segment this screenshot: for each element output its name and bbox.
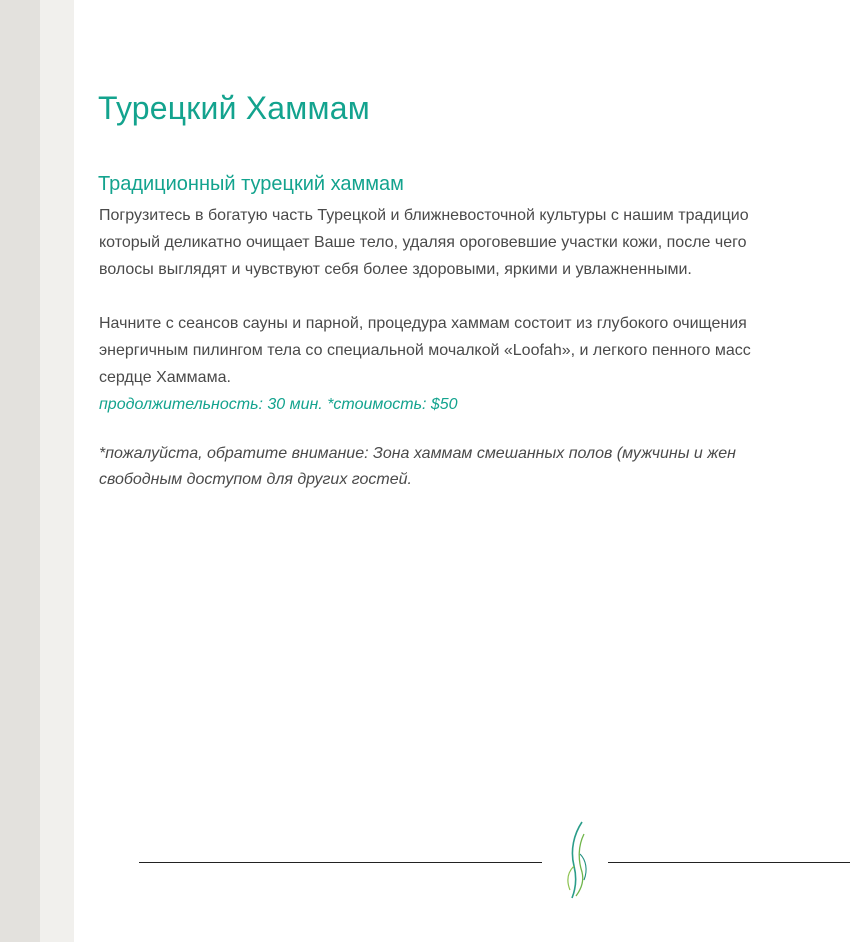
page-edge-strip-inner xyxy=(40,0,74,942)
paragraph2-line: энергичным пилингом тела со специальной мочалкой «Loofah», и легкого пенного масс xyxy=(99,342,751,359)
note-line: свободным доступом для других гостей. xyxy=(99,471,412,488)
footer-rule-left xyxy=(139,862,542,863)
page-title: Турецкий Хаммам xyxy=(98,90,370,126)
footer-rule-right xyxy=(608,862,850,863)
paragraph2-line: Начните с сеансов сауны и парной, процедура хаммам состоит из глубокого очищения xyxy=(99,315,747,332)
leaf-logo-icon xyxy=(560,820,596,900)
paragraph2-line: сердце Хаммама. xyxy=(99,369,231,386)
paragraph1-line: Погрузитесь в богатую часть Турецкой и ближневосточной культуры с нашим традицио xyxy=(99,207,749,224)
section-heading: Традиционный турецкий хаммам xyxy=(98,173,404,195)
document-page xyxy=(98,0,850,942)
paragraph1-line: волосы выглядят и чувствуют себя более здоровыми, яркими и увлажненными. xyxy=(99,261,692,278)
duration-price: продолжительность: 30 мин. *стоимость: $50 xyxy=(99,396,458,413)
note-line: *пожалуйста, обратите внимание: Зона хаммам смешанных полов (мужчины и жен xyxy=(99,445,736,462)
paragraph1-line: который деликатно очищает Ваше тело, удаляя ороговевшие участки кожи, после чего xyxy=(99,234,747,251)
page-edge-strip xyxy=(0,0,40,942)
